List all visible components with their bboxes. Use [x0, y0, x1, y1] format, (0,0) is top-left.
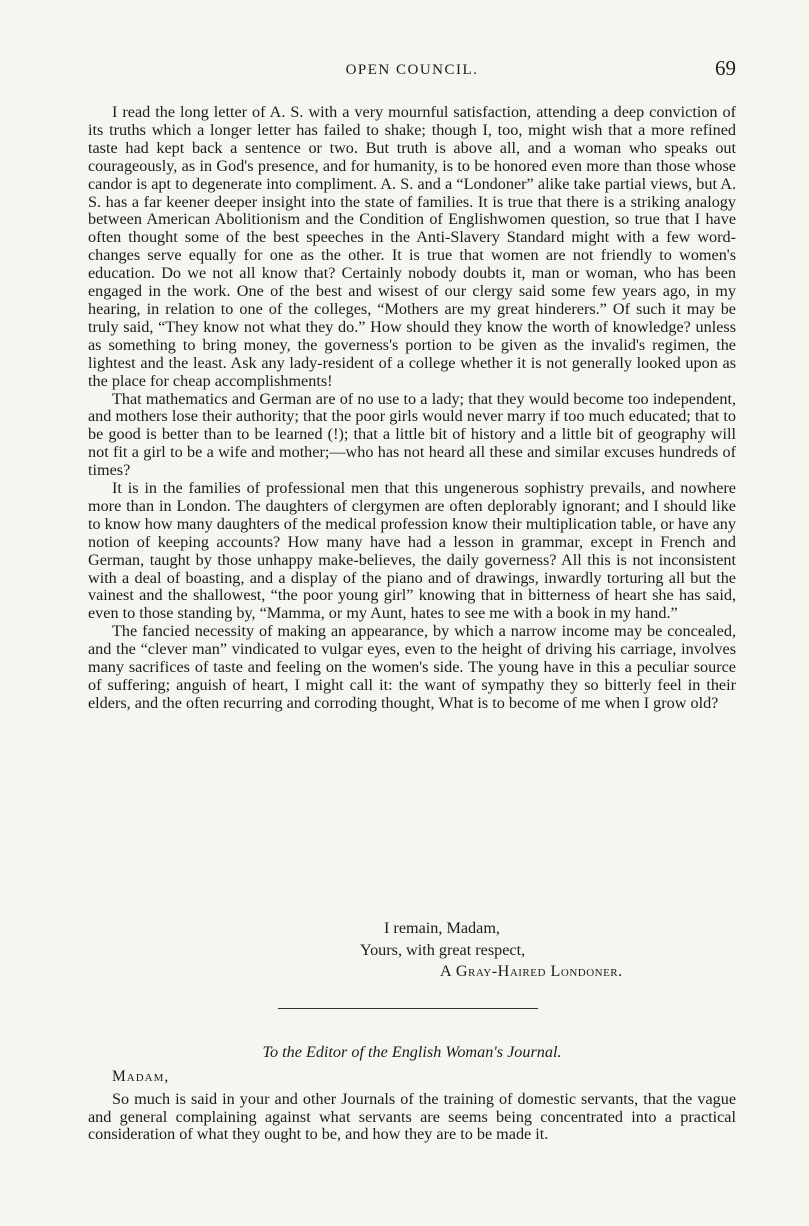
second-letter-body	[88, 1091, 736, 1144]
closing-respect: Yours, with great respect,	[360, 941, 526, 959]
closing-line: I remain, Madam,	[384, 919, 500, 937]
letter-heading: To the Editor of the English Woman's Journal.	[262, 1043, 562, 1061]
letter-body	[88, 104, 736, 713]
letter-paragraph-1: I read the long letter of A. S. with a very mournful satisfaction, attending a deep conviction of its truths which a longer letter has failed to shake; though I, too, might wish that a more refined taste had kept back a sentence or two. But truth is above all, and a woman who speaks out courageously, as in God's presence, and for humanity, is to be honored even more than those whose candor is apt to degenerate into compliment. A. S. and a “Londoner” alike take partial views, but A. S. has a far keener deeper insight into the state of families. It is true that there is a striking analogy between American Abolitionism and the Condition of Englishwomen question, so true that I have often thought some of the best speeches in the Anti-Slavery Standard might with a few word-changes serve equally for one as the other. It is true that women are not friendly to women's education. Do we not all know that? Certainly nobody doubts it, man or woman, who has been engaged in the work. One of the best and wisest of our clergy said some few years ago, in my hearing, in relation to one of the colleges, “Mothers are my great hinderers.” Of such it may be truly said, “They know not what they do.” How should they know the worth of knowledge? unless as something to bring money, the governess's portion to be given as the invalid's regimen, the lightest and the least. Ask any lady-resident of a college whether it is not generally looked upon as the place for cheap accomplishments!	[88, 103, 736, 390]
page-number: 69	[715, 56, 736, 80]
signature: A Gray-Haired Londoner.	[440, 962, 623, 980]
salutation: Madam,	[112, 1068, 170, 1085]
second-letter-paragraph: So much is said in your and other Journals of the training of domestic servants, that the vague and general complaining against what servants are seems being concentrated into a practical consideration of what they ought to be, and how they are to be made it.	[88, 1090, 736, 1143]
letter-paragraph-4: The fancied necessity of making an appearance, by which a narrow income may be concealed, and the “clever man” vindicated to vulgar eyes, even to the height of driving his carriage, involves many sacrifices of taste and feeling on the women's side. The young have in this a peculiar source of suffering; anguish of heart, I might call it: the want of sympathy they so bitterly feel in their elders, and the often recurring and corroding thought, What is to become of me when I grow old?	[88, 622, 736, 712]
running-title: OPEN COUNCIL.	[345, 62, 479, 78]
section-divider	[278, 1008, 538, 1009]
page-header	[88, 58, 736, 84]
letter-paragraph-2: That mathematics and German are of no use to a lady; that they would become too independent, and mothers lose their authority; that the poor girls would never marry if too much educated; that to be good is better than to be learned (!); that a little bit of history and a little bit of geography will not fit a girl to be a wife and mother;—who has not heard all these and similar excuses hundreds of times?	[88, 389, 736, 480]
letter-paragraph-3: It is in the families of professional men that this ungenerous sophistry prevails, and nowhere more than in London. The daughters of clergymen are often deplorably ignorant; and I should like to know how many daughters of the medical profession know their multiplication table, or have any notion of keeping accounts? How many have had a lesson in grammar, except in French and German, taught by those unhappy make-believes, the daily governess? All this is not inconsistent with a deal of boasting, and a display of the piano and of drawings, inwardly torturing all but the vainest and the shallowest, “the poor young girl” knowing that in bitterness of heart she has said, even to those standing by, “Mamma, or my Aunt, hates to see me with a book in my hand.”	[88, 479, 736, 623]
